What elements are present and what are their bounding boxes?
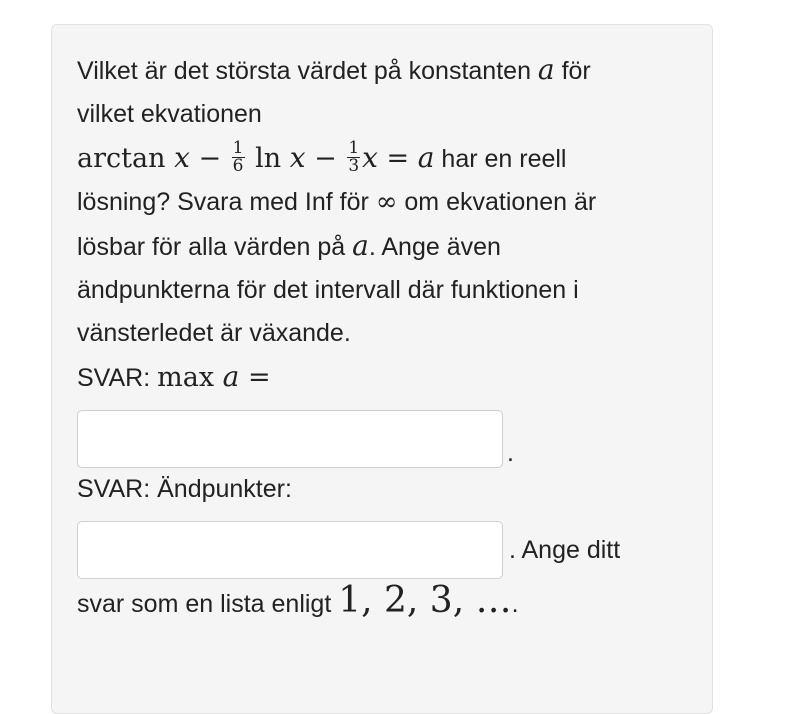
variable-a: a bbox=[417, 141, 435, 174]
minus-sign: − bbox=[198, 143, 222, 174]
question-line7: vänsterledet är växande. bbox=[77, 319, 351, 347]
minus-sign: − bbox=[314, 143, 337, 174]
question-line1-post: för bbox=[554, 57, 591, 85]
question-line5-post: . Ange även bbox=[368, 233, 501, 261]
variable-a: a bbox=[537, 53, 555, 86]
question-line4-pre: lösning? Svara med Inf för bbox=[77, 188, 376, 216]
endpoints-input[interactable] bbox=[77, 521, 503, 579]
question-content bbox=[77, 48, 697, 626]
variable-x: x bbox=[174, 141, 190, 174]
answer1-after: . bbox=[507, 439, 514, 467]
answer1-row bbox=[77, 410, 697, 468]
answer2-after: . Ange ditt bbox=[509, 535, 621, 564]
answer2-row bbox=[77, 521, 697, 579]
question-line2: vilket ekvationen bbox=[77, 100, 262, 128]
variable-x: x bbox=[289, 141, 306, 174]
fraction-one-sixth: $\frac{1}{6}$ bbox=[232, 138, 244, 176]
arctan-label: arctan bbox=[77, 143, 166, 174]
equals-sign: = bbox=[386, 143, 410, 174]
infinity-symbol: ∞ bbox=[375, 187, 398, 217]
fraction-one-third: $\frac{1}{3}$ bbox=[348, 138, 360, 176]
question-line4-post: om ekvationen är bbox=[397, 188, 597, 216]
equation bbox=[77, 138, 435, 176]
equation-post: har en reell bbox=[434, 145, 567, 173]
variable-x: x bbox=[362, 141, 378, 174]
question-text bbox=[77, 48, 697, 355]
answer1-label: SVAR: max a = bbox=[77, 360, 271, 393]
max-a-math: max a = bbox=[157, 360, 271, 393]
question-line5-pre: lösbar för alla värden på bbox=[77, 233, 353, 261]
question-line6: ändpunkterna för det intervall där funktionen i bbox=[77, 276, 579, 304]
question-line1-pre: Vilket är det största värdet på konstanten bbox=[77, 57, 538, 85]
answer2-instruction: svar som en lista enligt 1, 2, 3, …. bbox=[77, 580, 519, 621]
answer2-label: SVAR: Ändpunkter: bbox=[77, 475, 292, 503]
ln-label: ln bbox=[255, 143, 282, 174]
variable-a: a bbox=[352, 229, 369, 262]
list-format-math: 1, 2, 3, … bbox=[338, 580, 512, 621]
max-a-input[interactable] bbox=[77, 410, 503, 468]
